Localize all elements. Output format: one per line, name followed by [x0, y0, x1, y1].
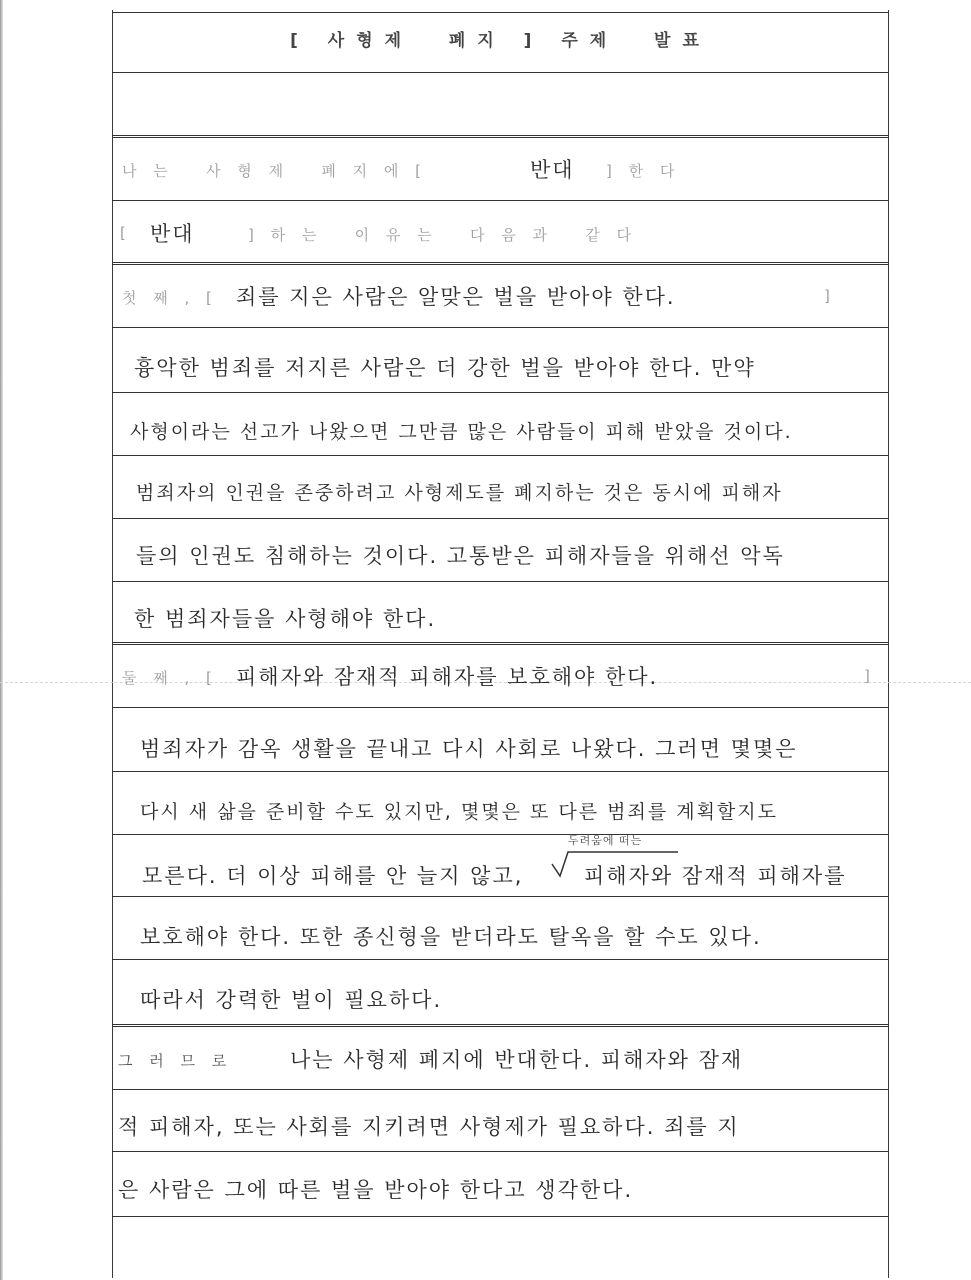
second-label: 둘 째 , [	[122, 669, 218, 687]
conclusion-line-3: 은 사람은 그에 따른 벌을 받아야 한다고 생각한다.	[118, 1178, 634, 1202]
reason-open-bracket: [	[120, 224, 132, 242]
rule-line	[112, 392, 889, 393]
rule-line	[112, 12, 889, 13]
first-line-3: 범죄자의 인권을 존중하려고 사형제도를 폐지하는 것은 동시에 피해자	[136, 482, 783, 504]
second-line-5: 따라서 강력한 벌이 필요하다.	[140, 988, 443, 1012]
first-line-5: 한 범죄자들을 사형해야 한다.	[134, 607, 437, 631]
conclusion-line-2: 적 피해자, 또는 사회를 지키려면 사형제가 필요하다. 죄를 지	[118, 1115, 740, 1139]
inserted-note: 두려움에 떠는	[568, 834, 643, 847]
intro-printed-start: 나 는 사 형 제 폐 지 에 [	[122, 162, 427, 180]
second-close-bracket: ]	[864, 667, 876, 685]
intro-stance: 반대	[530, 158, 575, 182]
rule-line	[112, 959, 889, 960]
second-claim: 피해자와 잠재적 피해자를 보호해야 한다.	[236, 665, 659, 689]
second-line-4: 보호해야 한다. 또한 종신형을 받더라도 탈옥을 할 수도 있다.	[140, 925, 762, 949]
first-line-4: 들의 인권도 침해하는 것이다. 고통받은 피해자들을 위해선 악독	[136, 544, 785, 568]
rule-line	[112, 1089, 889, 1090]
rule-line	[112, 707, 889, 708]
conclusion-label: 그 러 므 로	[118, 1052, 233, 1070]
rule-line	[112, 262, 889, 265]
second-line-1: 범죄자가 감옥 생활을 끝내고 다시 사회로 나왔다. 그러면 몇몇은	[140, 737, 798, 761]
first-close-bracket: ]	[824, 287, 836, 305]
first-claim: 죄를 지은 사람은 알맞은 벌을 받아야 한다.	[236, 285, 676, 309]
second-line-2: 다시 새 삶을 준비할 수도 있지만, 몇몇은 또 다른 범죄를 계획할지도	[140, 801, 778, 823]
rule-line	[112, 642, 889, 645]
rule-line	[112, 1216, 889, 1217]
second-line-3: 모른다. 더 이상 피해를 안 늘지 않고,	[142, 864, 524, 888]
rule-line	[112, 135, 889, 138]
rule-line	[112, 1024, 889, 1027]
rule-line	[112, 1151, 889, 1152]
rule-line	[112, 72, 889, 73]
rule-line	[112, 327, 889, 328]
conclusion-line-1: 나는 사형제 폐지에 반대한다. 피해자와 잠재	[290, 1048, 744, 1072]
first-line-1: 흉악한 범죄를 저지른 사람은 더 강한 벌을 받아야 한다. 만약	[134, 356, 756, 380]
first-label: 첫 째 , [	[122, 289, 218, 307]
intro-printed-end: ] 한 다	[606, 162, 681, 180]
scan-edge	[0, 0, 3, 1280]
reason-stance: 반대	[150, 222, 195, 246]
rule-line	[112, 581, 889, 582]
rule-line	[112, 771, 889, 772]
reason-printed: ] 하 는 이 유 는 다 음 과 같 다	[248, 226, 638, 244]
rule-line	[112, 518, 889, 519]
page-title: [ 사형제 폐지 ] 주제 발표	[290, 31, 711, 51]
first-line-2: 사형이라는 선고가 나왔으면 그만큼 많은 사람들이 피해 받았을 것이다.	[130, 421, 793, 443]
rule-line	[112, 455, 889, 456]
rule-line	[112, 896, 889, 897]
rule-line	[112, 834, 889, 835]
rule-line	[112, 200, 889, 201]
second-line-3-insert: 피해자와 잠재적 피해자를	[584, 864, 847, 888]
